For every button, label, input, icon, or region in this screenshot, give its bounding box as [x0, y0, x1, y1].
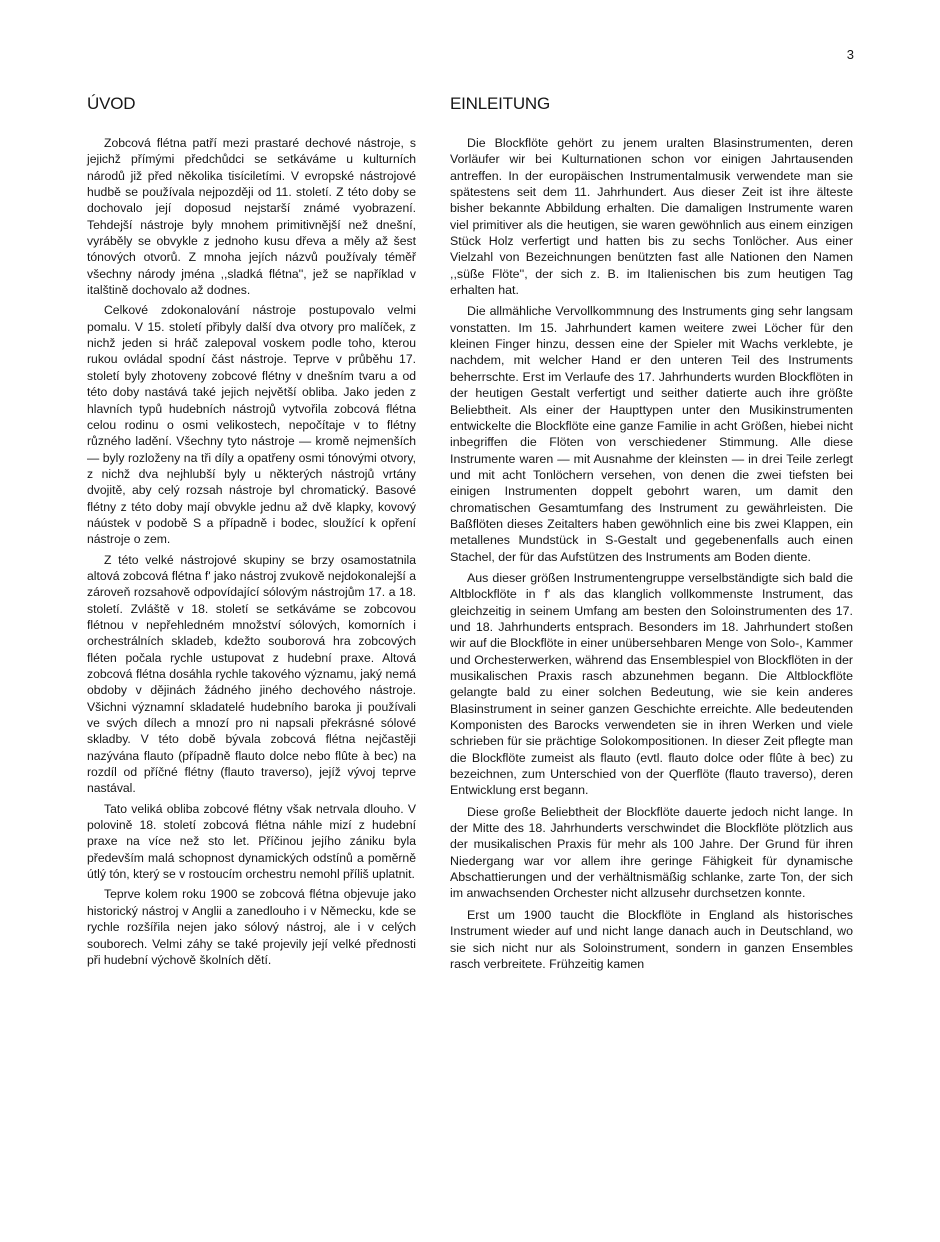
czech-heading: ÚVOD [87, 94, 136, 113]
german-paragraph-4: Diese große Beliebtheit der Blockflöte dauerte jedoch nicht lange. In der Mitte des 18. Jahrhunderts verschwindet die Blockflöte plötzlich aus der musikalischen Praxis für mehr als 100 Jahre. Der Grund für ihren Niedergang war vor allem ihre geringe Fähigkeit für dynamische Abschattierungen und der verhältnismäßig schlanke, zarte Ton, der sich im anwachsenden Orchester nicht allzusehr durchsetzen konnte. [450, 804, 853, 901]
german-paragraph-3: Aus dieser größen Instrumentengruppe verselbständigte sich bald die Altblockflöte in f' als das klanglich vollkommenste Instrument, das gleichzeitig in seinem Umfang am besten den Soloinstrumenten des 17. und 18. Jahrhunderts entsprach. Besonders im 18. Jahrhundert stoßen wir auf die Blockflöte in einer unübersehbaren Menge von Solo-, Kammer und Orchesterwerken, während das Ensemblespiel von Blockflöten in der musikalischen Praxis rasch abzunehmen begann. Die Altblockflöte gelangte bald zu einer solchen Bedeutung, wie sie kein anderes Blasinstrument in seiner ganzen Geschichte erreichte. Alle bedeutenden Komponisten des Barocks verwendeten sie in ihren Werken und viele schrieben für sie prächtige Solokompositionen. In dieser Zeit pflegte man die Blockflöte zumeist als flauto (evtl. flauto dolce oder flûte à bec) zu bezeichnen, zum Unterschied von der Querflöte (flauto traverso), deren Entwicklung erst begann. [450, 570, 853, 798]
german-paragraph-5: Erst um 1900 taucht die Blockflöte in England als historisches Instrument wieder auf und nicht lange danach auch in Deutschland, wo sie sich nicht nur als Soloinstrument, sondern in ganzen Ensembles rasch verbreitete. Frühzeitig kamen [450, 907, 853, 971]
czech-column [87, 94, 416, 972]
czech-paragraph-5: Teprve kolem roku 1900 se zobcová flétna objevuje jako historický nástroj v Anglii a zanedlouho i v Německu, kde se rychle rozšířila nejen jako sólový nástroj, ale i v celých souborech. Velmi záhy se také projevily její velké přednosti při hudební výchově školních dětí. [87, 887, 416, 967]
german-heading: EINLEITUNG [450, 94, 551, 113]
czech-paragraph-3: Z této velké nástrojové skupiny se brzy osamostatnila altová zobcová flétna f' jako nástroj zvukově nejdokonalejší a zároveň rozsahově odpovídající sólovým nástrojům 17. a 18. století. Zvláště v 18. století se setkáváme se zobcovou flétnou v nepřehledném množství sólových, komorních i orchestrálních skladeb, kdežto souborová hra zobcových fléten počala rychle ustupovat z hudební praxe. Altová zobcová flétna dosáhla rychle takového významu, jaký nemá obdoby v dějinách žádného jiného dechového nástroje. Všichni významní skladatelé hudebního baroka ji používali ve svých dílech a mnozí pro ni napsali překrásné sólové skladby. V této době bývala zobcová flétna nejčastěji nazývána flauto (případně flauto dolce nebo flûte à bec) na rozdíl od příčné flétny (flauto traverso), jejíž vývoj teprve nastával. [87, 552, 416, 796]
czech-paragraph-4: Tato veliká obliba zobcové flétny však netrvala dlouho. V polovině 18. století zobcová flétna náhle mizí z hudební praxe na více než sto let. Příčinou jejího zániku byla především malá schopnost dynamických odstínů a poměrně útlý tón, který se v rostoucím orchestru nemohl příliš uplatnit. [87, 801, 416, 882]
german-paragraph-2: Die allmähliche Vervollkommnung des Instruments ging sehr langsam vonstatten. Im 15. Jahrhundert kamen weitere zwei Löcher für den kleinen Finger hinzu, dessen eine der Spieler mit Wachs verklebte, je nachdem, mit welcher Hand er den unteren Teil des Instruments beherrschte. Erst im Verlaufe des 17. Jahrhunderts wurden Blockflöten in der heutigen Gestalt verfertigt und seither datierte auch ihre größte Beliebtheit. Als einer der Haupttypen unter den Musikinstrumenten entwickelte die Blockflöte eine ganze Familie in acht Größen, hiebei nicht inbegriffen die Flöten von verschiedener Stimmung. Alle diese Instrumente waren — mit Ausnahme der kleinsten — in drei Teile zerlegt und mit acht Tonlöchern versehen, von denen die zwei tiefsten bei einigen Instrumenten doppelt gebohrt waren, um damit den chromatischen Gesamtumfang des Instrument zu gewährleisten. Die Baßflöten dieses Zeitalters haben gewöhnlich eine bis zwei Klappen, ein metallenes Mundstück in S-Gestalt und gegebenenfalls auch einen Stachel, der für das Aufstützen des Instruments am Boden diente. [450, 304, 853, 564]
german-column [450, 94, 853, 977]
czech-paragraph-2: Celkové zdokonalování nástroje postupovalo velmi pomalu. V 15. století přibyly další dva otvory pro malíček, z nichž jeden si hráč zalepoval voskem podle toho, kterou rukou ovládal spodní část nástroje. Teprve v průběhu 17. století byly zhotoveny zobcové flétny v dnešním tvaru a od této doby nastává také jejich největší obliba. Jako jeden z hlavních typů hudebních nástrojů vytvořila zobcová flétna celou rodinu o osmi velikostech, nepočítaje v to flétny různého ladění. Všechny tyto nástroje — kromě nejmenších — byly rozloženy na tři díly a opatřeny osmi tónovými otvory, z nichž dva nejhlubší byly u některých nástrojů vrtány dvojitě, aby celý rozsah nástroje byl chromatický. Basové flétny z této doby mají obvykle jednu až dvě klapky, kovový náústek v podobě S a případně i bodec, sloužící k opření nástroje o zem. [87, 303, 416, 547]
german-paragraph-1: Die Blockflöte gehört zu jenem uralten Blasinstrumenten, deren Vorläufer wir bei Kulturnationen schon vor einigen Jahrtausenden antreffen. In der europäischen Instrumentalmusik verwendete man sie spätestens seit dem 11. Jahrhundert. Aus dieser Zeit ist ihre älteste bisher bekannte Abbildung erhalten. Die damaligen Instrumente waren viel primitiver als die heutigen, sie waren gewöhnlich aus einem einzigen Stück Holz verfertigt und hatten bis zu sechs Tonlöcher. Aus einer Vielzahl von Bezeichnungen benützten fast alle Nationen den Namen ,,süße Flöte'', der sich z. B. im Italienischen bis zum heutigen Tag erhalten hat. [450, 136, 853, 298]
page-number: 3 [846, 47, 854, 62]
czech-paragraph-1: Zobcová flétna patří mezi prastaré dechové nástroje, s jejichž přímými předchůdci se setkáváme u kulturních národů již před několika tisíciletími. V evropské nástrojové hudbě se používala nejpozději od 11. století. Z této doby se dochovalo její doposud nejstarší známé vyobrazení. Tehdejší nástroje byly mnohem primitivnější než dnešní, vyráběly se obvykle z jednoho kusu dřeva a měly až šest tónových otvorů. Z mnoha jejích názvů používaly téměř všechny národy jména ,,sladká flétna'', jež se například v italštině dochovalo až dodnes. [87, 136, 416, 298]
